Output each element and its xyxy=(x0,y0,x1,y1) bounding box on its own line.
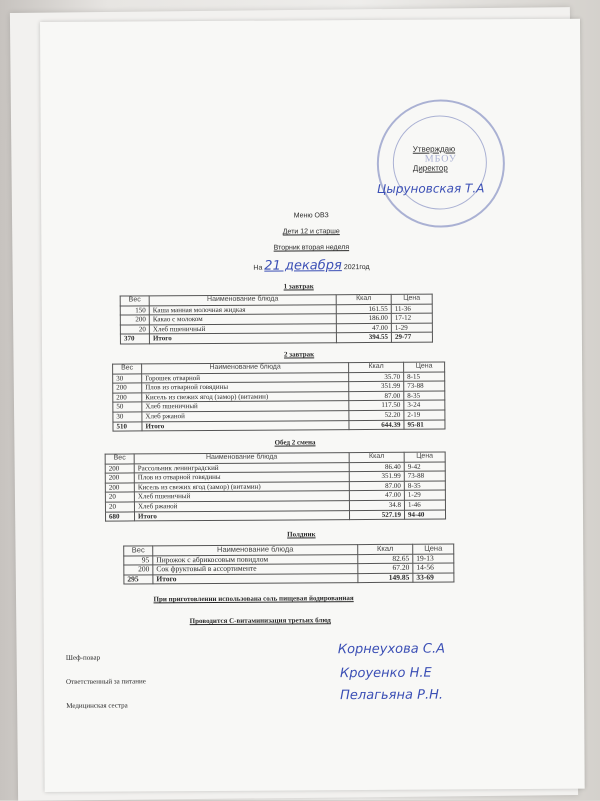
col-price: Цена xyxy=(404,452,445,462)
price: 11-36 xyxy=(391,304,432,314)
breakfast-2-table xyxy=(112,362,445,432)
price: 1-29 xyxy=(391,323,432,333)
snack-table xyxy=(123,543,454,584)
dish: Хлеб ржаной xyxy=(142,411,349,422)
nutrition-role: Ответственный за питание xyxy=(66,677,146,686)
kcal: 351.99 xyxy=(349,471,404,481)
weight: 30 xyxy=(113,373,142,383)
lunch-table xyxy=(105,452,446,522)
kcal: 161.55 xyxy=(336,304,391,314)
dish: Плов из отварной говядины xyxy=(142,382,349,393)
total-row xyxy=(120,332,432,343)
col-price: Цена xyxy=(391,294,432,304)
dish: Горошек отварной xyxy=(142,372,349,383)
weight: 200 xyxy=(105,483,134,493)
chef-role: Шеф-повар xyxy=(65,653,101,662)
nutrition-signature: Кроуенко Н.Е xyxy=(339,665,432,682)
weight: 20 xyxy=(105,492,134,502)
kcal: 47.00 xyxy=(336,323,391,333)
weight: 200 xyxy=(113,393,142,403)
breakfast-1-table xyxy=(120,294,433,345)
menu-date xyxy=(41,257,581,275)
kcal: 527.19 xyxy=(349,510,404,520)
kcal: 186.00 xyxy=(336,314,391,324)
weight: 20 xyxy=(105,502,134,512)
nurse-role: Медицинская сестра xyxy=(66,701,128,710)
price: 8-35 xyxy=(404,391,445,401)
weight: 200 xyxy=(113,383,142,393)
vitamin-note: Проводится С-витаминизация третьих блюд xyxy=(189,616,331,626)
date-prefix: На xyxy=(253,264,263,272)
dish: Хлеб пшеничный xyxy=(142,401,349,412)
price: 1-29 xyxy=(404,490,445,500)
kcal: 82.65 xyxy=(358,554,413,564)
price: 73-88 xyxy=(404,381,445,391)
price: 29-77 xyxy=(391,332,432,342)
col-dish: Наименование блюда xyxy=(134,453,349,464)
weight: 200 xyxy=(124,565,153,575)
weight: 200 xyxy=(105,473,134,483)
printed-content xyxy=(40,19,585,792)
dish: Плов из отварной говядины xyxy=(134,472,349,483)
weight: 510 xyxy=(113,421,142,431)
dish: Итого xyxy=(153,573,358,584)
age-group: Дети 12 и старше xyxy=(282,228,340,236)
dish: Хлеб пшеничный xyxy=(134,491,349,502)
nurse-signature: Пелагьяна Р.Н. xyxy=(340,687,444,704)
dish: Итого xyxy=(149,333,336,344)
weight: 150 xyxy=(120,305,149,315)
price: 3-24 xyxy=(404,400,445,410)
date-suffix: 2021год xyxy=(343,263,370,272)
total-row xyxy=(124,573,454,585)
price: 14-56 xyxy=(413,563,454,573)
col-weight: Вес xyxy=(124,546,153,556)
kcal: 394.55 xyxy=(336,333,391,343)
col-dish: Наименование блюда xyxy=(149,295,336,306)
col-weight: Вес xyxy=(105,454,134,464)
col-kcal: Ккал xyxy=(349,452,404,462)
dish: Пирожок с абрикосовым повидлом xyxy=(153,554,358,565)
price: 73-88 xyxy=(404,471,445,481)
price: 2-19 xyxy=(404,410,445,420)
kcal: 47.00 xyxy=(349,491,404,501)
dish: Кисель из свежих ягод (замор) (витамин) xyxy=(142,391,349,402)
col-weight: Вес xyxy=(120,296,149,306)
price: 33-69 xyxy=(413,573,454,583)
section-caption: Обед 2 смена xyxy=(274,438,316,447)
kcal: 86.40 xyxy=(349,462,404,472)
price: 8-15 xyxy=(404,372,445,382)
director-label: Директор xyxy=(412,163,448,173)
col-price: Цена xyxy=(404,362,445,372)
menu-day: Вторник вторая неделя xyxy=(273,244,350,252)
director-signature: Цыруновская Т.А xyxy=(376,181,485,196)
dish: Хлеб ржаной xyxy=(134,501,349,512)
weight: 370 xyxy=(120,334,149,344)
dish: Хлеб пшеничный xyxy=(149,323,336,334)
approved-label: Утверждаю xyxy=(412,144,456,154)
dish: Итого xyxy=(134,510,349,521)
weight: 20 xyxy=(120,325,149,335)
kcal: 117.50 xyxy=(349,401,404,411)
weight: 680 xyxy=(105,511,134,521)
price: 1-46 xyxy=(404,500,445,510)
col-dish: Наименование блюда xyxy=(153,545,358,556)
total-row xyxy=(105,510,445,522)
dish: Какао с молоком xyxy=(149,314,336,325)
dish: Рассольник ленинградский xyxy=(134,462,349,473)
approval-block xyxy=(413,143,455,173)
kcal: 35.70 xyxy=(349,372,404,382)
kcal: 87.00 xyxy=(349,481,404,491)
salt-note: При приготовлении использована соль пищевая йодированная xyxy=(153,594,354,604)
dish: Сок фруктовый в ассортименте xyxy=(153,564,358,575)
price: 95-81 xyxy=(404,420,445,430)
total-row xyxy=(113,420,445,432)
kcal: 67.20 xyxy=(358,563,413,573)
section-caption: Полдник xyxy=(287,530,316,539)
price: 19-13 xyxy=(413,554,454,564)
section-caption: 2 завтрак xyxy=(284,350,315,359)
kcal: 149.85 xyxy=(358,573,413,583)
price: 9-42 xyxy=(404,462,445,472)
weight: 30 xyxy=(113,412,142,422)
col-kcal: Ккал xyxy=(349,362,404,372)
document-page xyxy=(40,19,585,792)
dish: Каша манная молочная жидкая xyxy=(149,304,336,315)
date-handwritten: 21 декабря xyxy=(264,258,342,274)
menu-title: Меню ОВЗ xyxy=(293,212,329,220)
kcal: 34.8 xyxy=(349,500,404,510)
kcal: 644.39 xyxy=(349,420,404,430)
price: 17-12 xyxy=(391,313,432,323)
col-kcal: Ккал xyxy=(358,544,413,554)
stamp-text: МБОУ xyxy=(424,153,458,165)
weight: 50 xyxy=(113,402,142,412)
chef-signature: Корнеухова С.А xyxy=(337,641,446,658)
col-kcal: Ккал xyxy=(336,294,391,304)
kcal: 52.20 xyxy=(349,410,404,420)
section-caption: 1 завтрак xyxy=(283,282,314,291)
col-price: Цена xyxy=(413,544,454,554)
weight: 200 xyxy=(120,315,149,325)
weight: 295 xyxy=(124,575,153,585)
dish: Итого xyxy=(142,420,349,431)
price: 8-35 xyxy=(404,481,445,491)
kcal: 351.99 xyxy=(349,381,404,391)
kcal: 87.00 xyxy=(349,391,404,401)
weight: 200 xyxy=(105,464,134,474)
col-dish: Наименование блюда xyxy=(142,363,349,374)
weight: 95 xyxy=(124,555,153,565)
dish: Кисель из свежих ягод (замор) (витамин) xyxy=(134,481,349,492)
col-weight: Вес xyxy=(113,364,142,374)
price: 94-40 xyxy=(404,510,445,520)
